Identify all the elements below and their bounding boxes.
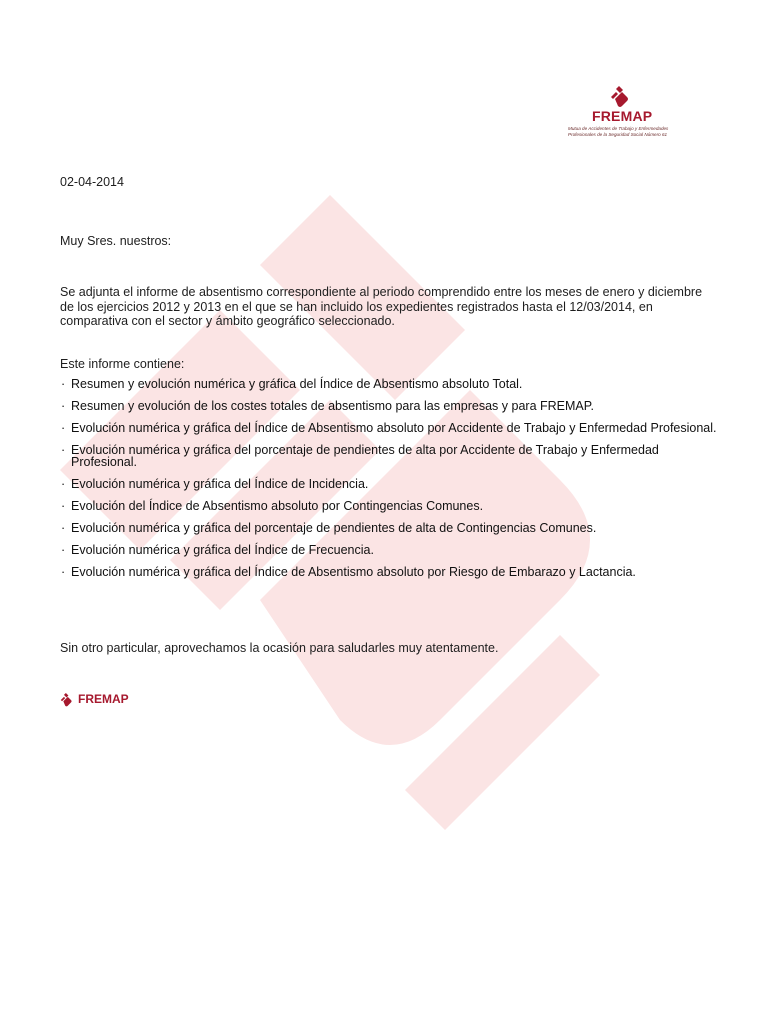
list-item <box>60 423 720 435</box>
bullet-icon: · <box>61 520 66 535</box>
list-item-text: Resumen y evolución de los costes totales de absentismo para las empresas y para FREMAP. <box>71 399 594 413</box>
list-item <box>60 379 720 391</box>
letter-intro: Se adjunta el informe de absentismo correspondiente al periodo comprendido entre los meses de enero y diciembre de los ejercicios 2012 y 2013 en el que se han incluido los expedientes registrados hasta el 12/03/2014, en comparativa con el sector y ámbito geográfico seleccionado. <box>60 285 703 328</box>
list-item <box>60 520 720 535</box>
bullet-icon: · <box>61 542 66 557</box>
logo-name: FREMAP <box>592 108 653 124</box>
list-item-text: Evolución numérica y gráfica del Índice de Absentismo absoluto por Riesgo de Embarazo y Lactancia. <box>71 564 636 579</box>
bullet-icon: · <box>61 399 66 413</box>
list-item-text: Resumen y evolución numérica y gráfica del Índice de Absentismo absoluto Total. <box>71 377 523 391</box>
list-item-text: Evolución del Índice de Absentismo absoluto por Contingencias Comunes. <box>71 498 484 513</box>
bullet-icon: · <box>61 421 66 435</box>
fremap-logo-icon <box>60 693 73 707</box>
letter-date: 02-04-2014 <box>60 175 124 189</box>
bullet-icon: · <box>61 377 66 391</box>
list-item <box>60 476 720 491</box>
list-item <box>60 542 720 557</box>
list-item-text: Evolución numérica y gráfica del porcentaje de pendientes de alta de Contingencias Comunes. <box>71 520 597 535</box>
list-item <box>60 564 720 579</box>
bullet-icon: · <box>61 443 66 457</box>
list-item-text: Evolución numérica y gráfica del Índice de Frecuencia. <box>71 542 374 557</box>
letter-greeting: Muy Sres. nuestros: <box>60 234 172 248</box>
signature-name: FREMAP <box>78 692 129 706</box>
letter-closing: Sin otro particular, aprovechamos la ocasión para saludarles muy atentamente. <box>60 641 499 655</box>
bullet-icon: · <box>61 498 66 513</box>
bullet-icon: · <box>61 564 66 579</box>
contents-title: Este informe contiene: <box>60 357 185 371</box>
list-item <box>60 445 720 468</box>
list-item-text: Evolución numérica y gráfica del Índice de Incidencia. <box>71 476 369 491</box>
list-item <box>60 498 720 513</box>
fremap-logo-icon <box>610 86 630 108</box>
bullet-icon: · <box>61 476 66 491</box>
list-item-text: Evolución numérica y gráfica del Índice de Absentismo absoluto por Accidente de Trabajo y Enfermedad Profesional. <box>71 421 717 435</box>
contents-list <box>60 379 720 589</box>
list-item-text: Evolución numérica y gráfica del porcentaje de pendientes de alta por Accidente de Trabajo y Enfermedad Profesional. <box>71 443 659 469</box>
list-item <box>60 401 720 413</box>
logo-tagline: Mutua de Accidentes de Trabajo y Enfermedades Profesionales de la Seguridad Social Número 61 <box>568 126 669 137</box>
